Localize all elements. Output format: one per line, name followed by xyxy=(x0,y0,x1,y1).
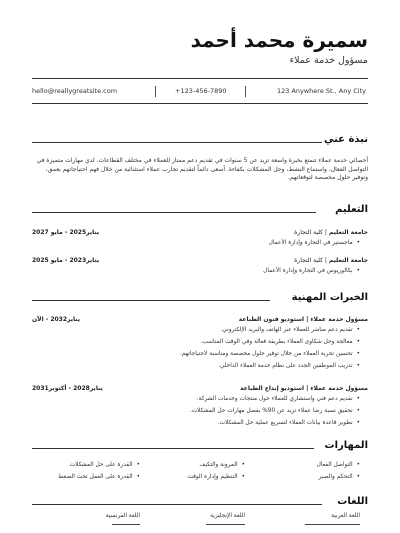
education-school: جامعة التعليم xyxy=(328,229,368,236)
contact-address: 123 Anywhere St., Any City xyxy=(276,87,366,95)
contact-email[interactable]: hello@reallygreatsite.com xyxy=(32,87,118,95)
about-heading: نبذة عني xyxy=(323,134,368,145)
experience-bullet: • تحسين تجربة العملاء من خلال توفير حلول مخصصة ومناسبة لاحتياجاتهم. xyxy=(180,351,360,357)
skill-item: • المرونة والتكيف xyxy=(199,462,245,468)
experience-role: مسؤول خدمة عملاء | استوديو فنون الطباعة xyxy=(238,316,368,323)
education-heading: التعليم xyxy=(335,204,368,215)
education-school: جامعة التعليم xyxy=(328,257,368,264)
experience-heading: الخبرات المهنية xyxy=(291,292,368,303)
experience-heading-line xyxy=(32,300,270,301)
experience-bullet: • تطوير قاعدة بيانات العملاء لتسريع عملية حل المشكلات. xyxy=(218,420,360,426)
experience-bullet: • تقديم دعم فني واستشاري للعملاء حول منتجات وخدمات الشركة. xyxy=(197,396,360,402)
language-name: اللغة الإنجليزية xyxy=(210,513,245,519)
contact-bar xyxy=(32,84,368,100)
skill-item: • التنظيم وإدارة الوقت xyxy=(187,474,245,480)
skills-heading: المهارات xyxy=(324,440,368,451)
skills-heading-line xyxy=(32,448,314,449)
contact-separator xyxy=(245,86,246,97)
header-divider xyxy=(32,78,368,79)
skill-item: • القدرة على حل المشكلات xyxy=(70,462,140,468)
language-name: اللغة الفرنسية xyxy=(105,513,140,519)
experience-bullet: • تحقيق نسبة رضا عملاء تزيد عن 90% بفضل مهارات حل المشكلات. xyxy=(190,408,360,414)
education-date: يناير2025 - مايو 2027 xyxy=(32,229,100,236)
skill-item: • القدرة على العمل تحت الضغط xyxy=(58,474,140,480)
languages-heading-line xyxy=(32,504,322,505)
education-detail: • بكالوريوس في التجارة وإدارة الأعمال xyxy=(263,268,360,274)
experience-bullet: • تقديم دعم مباشر للعملاء عبر الهاتف والبريد الإلكتروني. xyxy=(220,327,360,333)
education-detail: • ماجستير في التجارة وإدارة الأعمال xyxy=(269,240,360,246)
skill-item: • التحكم والصبر xyxy=(319,474,360,480)
language-level-bar xyxy=(206,524,245,525)
contact-phone[interactable]: +123-456-7890 xyxy=(175,87,227,95)
experience-date: يناير2028 - أكتوبر2031 xyxy=(32,385,103,392)
education-faculty: كلية التجارة xyxy=(294,229,323,236)
skill-item: • التواصل الفعال xyxy=(317,462,360,468)
experience-bullet: • معالجة وحل شكاوى العملاء بطريقة فعالة وفي الوقت المناسب. xyxy=(201,339,360,345)
experience-bullet: • تدريب الموظفين الجدد على نظام خدمة العملاء الداخلي. xyxy=(218,363,360,369)
about-heading-line xyxy=(32,142,322,143)
education-heading-line xyxy=(32,212,316,213)
education-faculty: كلية التجارة xyxy=(294,257,323,264)
language-level-bar xyxy=(112,524,140,525)
resume-name: سميرة محمد أحمد xyxy=(190,28,368,52)
experience-role: مسؤول خدمة عملاء | استوديو إبداع الطباعة xyxy=(240,385,368,392)
language-name: اللغة العربية xyxy=(331,513,360,519)
job-title: مسؤول خدمة عملاء xyxy=(289,55,368,66)
contact-divider xyxy=(32,103,368,104)
experience-date: يناير2032 - الآن xyxy=(32,316,80,323)
language-level-bar xyxy=(305,524,360,525)
languages-heading: اللغات xyxy=(337,496,368,507)
about-text: أخصائي خدمة عملاء تتمتع بخبرة واسعة تزيد عن 5 سنوات في تقديم دعم ممتاز للعملاء في مختلف القطاعات. لدي مهارات متميزة في التواصل الفعال، واستماع النشط، وحل المشكلات بكفاءة. أسعى دائماً لتقديم تجارب عملاء استثنائية من خلال فهم احتياجاتهم بعمق، وتوفير حلول مخصصة لتوقعاتهم. xyxy=(36,157,368,182)
contact-separator xyxy=(155,86,156,97)
education-date: يناير2023 - مايو 2025 xyxy=(32,257,100,264)
